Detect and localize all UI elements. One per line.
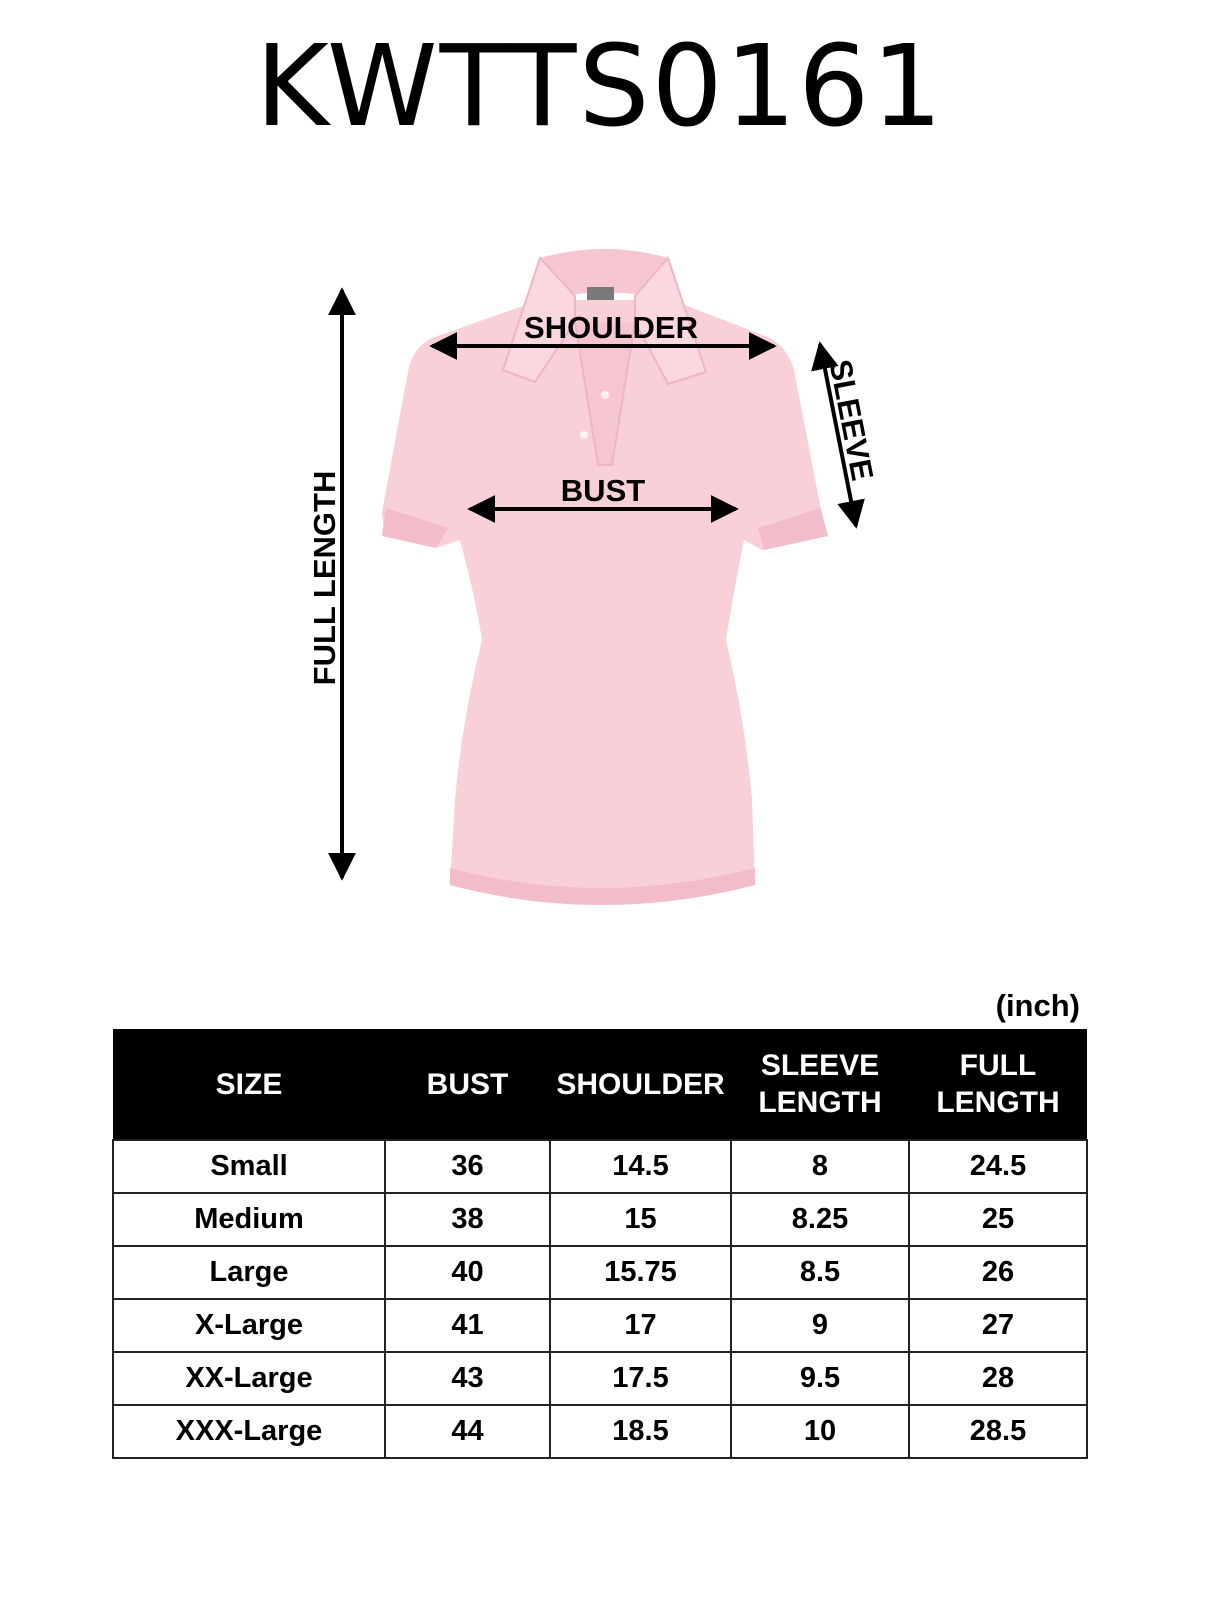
sleeve-length-cell: 9 xyxy=(731,1299,909,1352)
table-row xyxy=(113,1405,1087,1458)
sleeve-length-cell: 8 xyxy=(731,1140,909,1193)
header-sleeve-length: SLEEVE LENGTH xyxy=(731,1029,909,1140)
header-bust: BUST xyxy=(385,1029,550,1140)
size-cell: Large xyxy=(113,1246,385,1299)
bust-label: BUST xyxy=(560,473,646,508)
neck-tag xyxy=(587,287,614,300)
table-header-row xyxy=(113,1029,1087,1140)
size-cell: Medium xyxy=(113,1193,385,1246)
shoulder-cell: 14.5 xyxy=(550,1140,731,1193)
button-top xyxy=(601,391,609,399)
table-row xyxy=(113,1299,1087,1352)
bust-cell: 40 xyxy=(385,1246,550,1299)
full-length-label: FULL LENGTH xyxy=(307,470,342,686)
sleeve-length-cell: 8.25 xyxy=(731,1193,909,1246)
table-row xyxy=(113,1246,1087,1299)
table-row xyxy=(113,1140,1087,1193)
size-cell: XX-Large xyxy=(113,1352,385,1405)
shoulder-cell: 17.5 xyxy=(550,1352,731,1405)
full-length-cell: 26 xyxy=(909,1246,1087,1299)
shoulder-label: SHOULDER xyxy=(524,310,698,345)
full-length-cell: 28 xyxy=(909,1352,1087,1405)
bust-cell: 38 xyxy=(385,1193,550,1246)
product-code-title: KWTTS0161 xyxy=(255,22,945,152)
sleeve-label: SLEEVE xyxy=(822,356,881,484)
full-length-cell: 25 xyxy=(909,1193,1087,1246)
size-chart-table xyxy=(112,1029,1088,1459)
header-size: SIZE xyxy=(113,1029,385,1140)
bust-cell: 36 xyxy=(385,1140,550,1193)
size-cell: XXX-Large xyxy=(113,1405,385,1458)
header-full-length: FULL LENGTH xyxy=(909,1029,1087,1140)
shoulder-cell: 15 xyxy=(550,1193,731,1246)
table-row xyxy=(113,1193,1087,1246)
button-bottom xyxy=(580,431,588,439)
bust-cell: 41 xyxy=(385,1299,550,1352)
size-cell: Small xyxy=(113,1140,385,1193)
table-row xyxy=(113,1352,1087,1405)
sleeve-length-cell: 9.5 xyxy=(731,1352,909,1405)
shoulder-cell: 17 xyxy=(550,1299,731,1352)
unit-label: (inch) xyxy=(995,988,1080,1023)
shoulder-cell: 15.75 xyxy=(550,1246,731,1299)
sleeve-length-cell: 8.5 xyxy=(731,1246,909,1299)
bust-cell: 43 xyxy=(385,1352,550,1405)
bust-cell: 44 xyxy=(385,1405,550,1458)
full-length-cell: 28.5 xyxy=(909,1405,1087,1458)
full-length-cell: 27 xyxy=(909,1299,1087,1352)
full-length-cell: 24.5 xyxy=(909,1140,1087,1193)
size-cell: X-Large xyxy=(113,1299,385,1352)
sleeve-length-cell: 10 xyxy=(731,1405,909,1458)
shoulder-cell: 18.5 xyxy=(550,1405,731,1458)
header-shoulder: SHOULDER xyxy=(550,1029,731,1140)
